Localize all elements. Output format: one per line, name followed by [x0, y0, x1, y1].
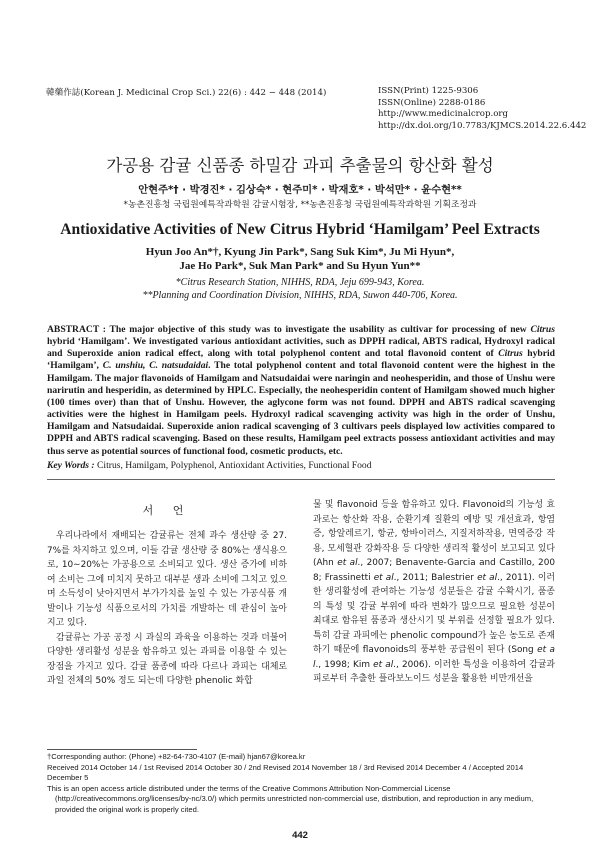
- footnotes: [47, 752, 555, 816]
- journal-url[interactable]: http://www.medicinalcrop.org: [378, 109, 508, 120]
- body-left-column: [47, 529, 287, 689]
- open-access-notice: This is an open access article distributed under the terms of the Creative Commons Attribution Non-Commercial License (http://creativecommons.org/licenses/by-nc/3.0/) which permits unrestricted non-commercial use, distribution, and reproduction in any medium, provided the original work is properly cited.: [47, 783, 534, 814]
- keywords-text: Citrus, Hamilgam, Polyphenol, Antioxidant Activities, Functional Food: [97, 460, 372, 471]
- issn-online: ISSN(Online) 2288-0186: [378, 97, 486, 108]
- section-divider: [47, 479, 555, 480]
- abstract-genus: Citrus: [498, 348, 523, 360]
- corresponding-author: †Corresponding author: (Phone) +82-64-730-4107 (E-mail) hjan67@korea.kr: [47, 752, 306, 761]
- body-paragraph: 물 및 flavonoid 등을 함유하고 있다. Flavonoid의 기능성 효과로는 항산화 작용, 순환기계 질환의 예방 및 개선효과, 항염증, 항알레르기, 항균, 항바이러스, 지질저하작용, 면역증강 작용, 모세혈관 강화작용 등 다양한 생리적 활성이 보고되고 있다 (Ahn et al., 2007; Benavente-Garcia and Castillo, 2008; Frassinetti et al., 2011; Balestrier et al., 2011). 이러한 생리활성에 관여하는 기능성 성분들은 감귤 수확시기, 품종의 특성 및 감귤 부위에 따라 변화가 많으므로 필요한 성분이 최대로 함유된 품종과 생산시기 및 부위를 선정할 필요가 있다. 특히 감귤 과피에는 phenolic compound가 높은 농도로 존재하기 때문에 flavonoids의 풍부한 공급원이 된다 (Song et al., 1998; Kim et al., 2006). 이러한 특성을 이용하여 감귤과피로부터 추출한 플라보노이드 성분을 활용한 비만개선을: [313, 500, 555, 684]
- body-paragraph: 우리나라에서 재배되는 감귤류는 전체 과수 생산량 중 27.7%를 차지하고 있으며, 이들 감귤 생산량 중 80%는 생식용으로, 10∼20%는 가공용으로 소비되고 있다. 생산 증가에 비하여 소비는 그에 미치지 못하고 대부분 생과 소비에 그치고 있으며 소득성이 낮아지면서 부가가치를 높일 수 있는 가공식품 개발이나 기능성 식품으로서의 가치를 개발하는 데 관심이 높아지고 있다.: [47, 531, 287, 628]
- abstract-label: ABSTRACT :: [47, 324, 106, 335]
- english-authors-line2: Jae Ho Park*, Suk Man Park* and Su Hyun Yun**: [179, 259, 421, 272]
- korean-affiliation: *농촌진흥청 국립원예특작과학원 감귤시험장, **농촌진흥청 국립원예특작과학원 기획조정과: [123, 200, 477, 210]
- keywords: [47, 460, 555, 472]
- received-dates: Received 2014 October 14 / 1st Revised 2014 October 30 / 2nd Revised 2014 November 18 / 3rd Revised 2014 December 4 / Accepted 2014 December 5: [47, 762, 524, 783]
- doi-link[interactable]: http://dx.doi.org/10.7783/KJMCS.2014.22.6.442: [378, 120, 587, 131]
- journal-citation: 韓藥作誌(Korean J. Medicinal Crop Sci.) 22(6) : 442 − 448 (2014): [46, 88, 327, 98]
- journal-identifiers: [378, 86, 587, 132]
- abstract-text: . The total polyphenol content and total flavonoid content were the highest in the Hamilgam. The major flavonoids of Hamilgam and Natsudaidai were naringin and neohesperidin, and those of Unshu were narirutin and hesperidin, as determined by HPLC. Especially, the neohesperidin content of Hamilgam showed much higher (100 times over) than that of Unshu. However, the aglycone form was not found. DPPH and ABTS radical scavenging activities were the highest in Hamilgam peels. Hydroxyl radical scavenging activity was high in the order of Unshu, Hamilgam and Natsudaidai. Superoxide anion radical scavenging of 3 cultivars peels displayed low activities compared to DPPH and ABTS radical scavenging. Based on these results, Hamilgam peel extracts possess antioxidant activities and may thus serve as potential sources of functional food, cosmetic products, etc.: [47, 360, 555, 457]
- issn-print: ISSN(Print) 1225-9306: [378, 86, 479, 96]
- english-affiliation: [0, 276, 600, 302]
- abstract-text: hybrid ‘Hamilgam’,: [47, 348, 555, 372]
- abstract-species: C. unshiu, C. natsudaidai: [102, 360, 209, 372]
- korean-title: 가공용 감귤 신품종 하밀감 과피 추출물의 항산화 활성: [106, 156, 494, 175]
- english-affiliation-line1: *Citrus Research Station, NIHHS, RDA, Jeju 699-943, Korea.: [175, 277, 425, 288]
- body-paragraph: 감귤류는 가공 공정 시 과실의 과육을 이용하는 것과 더불어 다양한 생리활성 성분을 함유하고 있는 과피를 이용할 수 있는 장점을 가지고 있다. 감귤 품종에 따라 다르나 과피는 대체로 과일 전체의 50% 정도 되는데 다양한 phenolic 화합: [47, 632, 287, 686]
- abstract-text: hybrid ‘Hamilgam’. We investigated various antioxidant activities, such as DPPH radical, ABTS radical, Hydroxyl radical and Superoxide anion radical effect, along with total polyphenol content and total flavonoid content of: [47, 336, 555, 360]
- body-right-column: [313, 498, 555, 687]
- section-title: 서 언: [142, 504, 192, 517]
- keywords-label: Key Words :: [47, 460, 95, 471]
- abstract: [47, 324, 555, 458]
- english-authors: [0, 246, 600, 273]
- korean-authors: 안현주*† · 박경진* · 김상숙* · 현주미* · 박재호* · 박석만* · 윤수현**: [138, 184, 462, 196]
- english-authors-line1: Hyun Joo An*†, Kyung Jin Park*, Sang Suk Kim*, Ju Mi Hyun*,: [145, 246, 455, 258]
- page-number: 442: [292, 830, 308, 841]
- english-affiliation-line2: **Planning and Coordination Division, NIHHS, RDA, Suwon 440-706, Korea.: [142, 290, 458, 301]
- footnote-rule: [47, 749, 197, 750]
- english-title: Antioxidative Activities of New Citrus Hybrid ‘Hamilgam’ Peel Extracts: [60, 221, 540, 238]
- abstract-genus: Citrus: [530, 324, 555, 335]
- abstract-text: The major objective of this study was to investigate the usability as cultivar for processing of new: [109, 324, 527, 335]
